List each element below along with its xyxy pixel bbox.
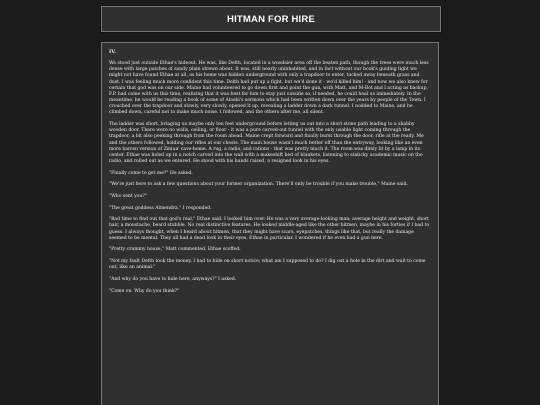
story-content xyxy=(101,42,439,405)
story-paragraph: "Bad time to find out that god's real," Ethae said. I looked him over. He was a very average-looking man; average height and weight, short hair, a moustache, beard stubble. No real distinctive features. He looked middle-aged like the other hitmen, maybe in his forties if I had to guess. I always thought, when I heard about hitmen, that they might have scars, eyepatches, things like that, but really the damage seemed to be mental. They all had a dead look in their eyes, Ethae in particular. I wondered if he even had a gun here. xyxy=(109,217,430,241)
story-paragraph: We stood just outside Ethae's hideout. He was, like Delth, located in a woodsier area off the beaten path, though the trees were much less dense with large patches of sandy plain strewn about. It was, still nearly uninhabited, and in fact without our book's guiding light we might not have found Ethae at all, as his home was hidden underground with only a trapdoor to enter, tucked away beneath grass and dust. I was feeling much more confident this time. Delth had put up a fight, but we'd done it - we'd killed him! - and now we also knew for certain that god was on our side. Maine had volunteered to go down first and point the gun, with Matt, and M-Bot and I acting as backup. F.P. had come with us this time, realizing that it was best for him to stay just outside so, if needed, he could heal us immediately. In the meantime, he would be reading a book of some of Alaeki's sermons which had been written down over the years by people of the Town. I crouched over the trapdoor and slowly, very slowly, opened it up, revealing a ladder down a dark tunnel. I nodded to Maine, and he climbed down, careful not to make much noise. I followed, and the others after me, all silent. xyxy=(109,61,429,116)
story-paragraph: The ladder was short, bringing us maybe only ten feet underground before letting us out into a short stone path leading to a shabby wooden door. There were no walls, ceiling, or floor - it was a pure carved-out tunnel with the only usable light coming through the trapdoor, a bit also peeking through from the room ahead. Maine crept forward and finally burst through the door, rifle at the ready. Me and the others followed, holding our rifles at our chests. The main house wasn't much better off than the entryway, looking like an even more barren version of Zmiua' cave-home. A rug, a radio, and rations - that was pretty much it. The room was dimly lit by a lamp in its center. Ethae was holed up in a notch carved into the wall with a makeshift bed of blankets, listening to staticky academic music on the radio, and rolled out as we entered. He stood with his hands raised, a resigned look in his eyes. xyxy=(109,122,424,164)
story-paragraph: "Come on. Why do you think?" xyxy=(109,288,180,294)
story-paragraph: "Pretty crummy house," Matt commented. Ethae scoffed. xyxy=(109,247,241,253)
story-paragraph: "We're just here to ask a few questions about your former organization. There'll only be trouble if you make trouble," Maine said. xyxy=(109,182,408,188)
story-paragraph: "Who sent you?" xyxy=(109,193,147,199)
page-header xyxy=(101,6,441,32)
page-title: HITMAN FOR HIRE xyxy=(227,13,315,25)
story-paragraph: "And why do you have to hide here, anyways?" I asked. xyxy=(109,276,237,282)
chapter-heading: IV. xyxy=(109,49,116,55)
story-paragraph: "Finally come to get me?" He asked. xyxy=(109,170,193,176)
story-paragraph: "The great goddess Almendra," I responded. xyxy=(109,205,212,211)
story-paragraph: "Not my fault Delth took the money. I had to hide on short notice; what am I supposed to do? I dig out a hole in the dirt and wait to come out, like an animal." xyxy=(109,259,426,271)
